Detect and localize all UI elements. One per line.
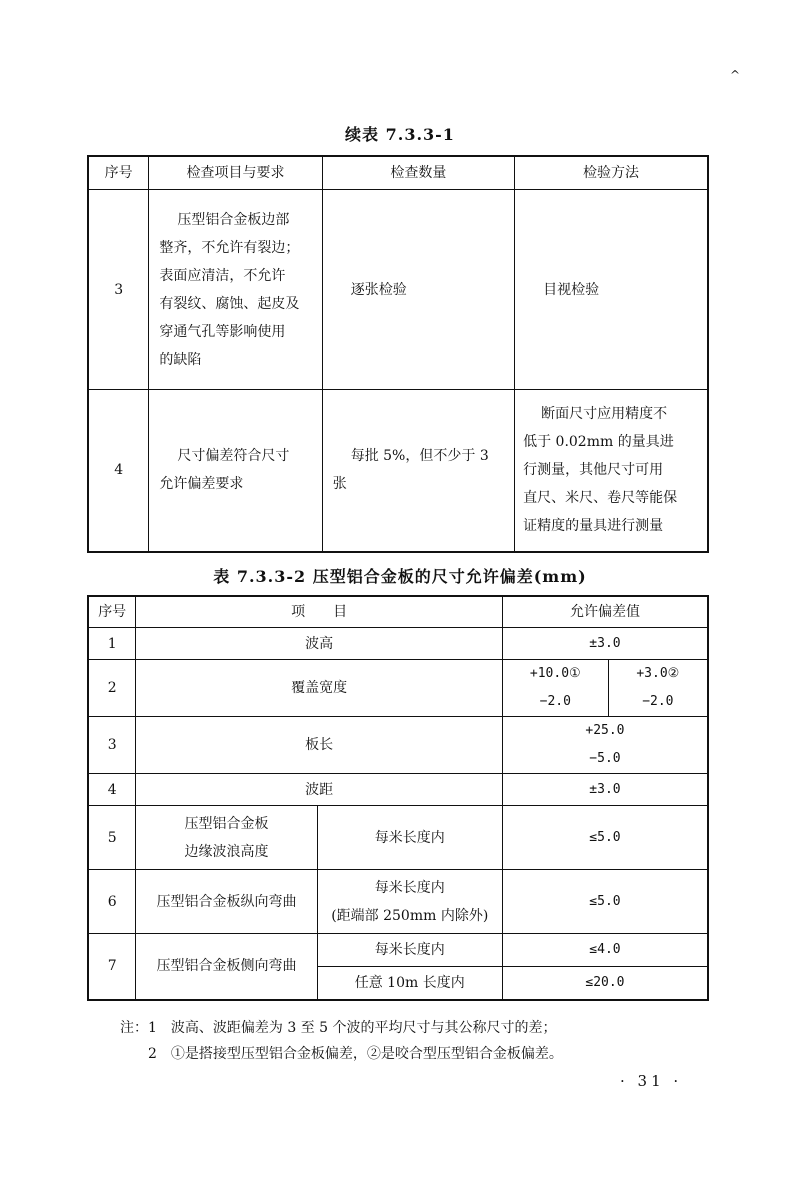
header-item: 检查项目与要求: [149, 156, 322, 190]
row-item: 板长: [136, 717, 503, 774]
row-value: ±3.0: [502, 774, 708, 806]
table-row: [88, 774, 708, 806]
row-no: 2: [88, 660, 136, 717]
row-item: 尺寸偏差符合尺寸 允许偏差要求: [149, 390, 322, 552]
table-notes: [120, 1015, 563, 1067]
table-row: [88, 806, 708, 870]
row-quantity: 逐张检验: [322, 190, 514, 390]
header-tolerance: 允许偏差值: [502, 596, 708, 628]
row-subitem: 每米长度内: [317, 806, 502, 870]
row-method: 目视检验: [515, 190, 708, 390]
row-value: ≤5.0: [502, 806, 708, 870]
table2-header-row: [88, 596, 708, 628]
row-no: 3: [88, 717, 136, 774]
table-row: [88, 717, 708, 774]
row-no: 5: [88, 806, 136, 870]
row-item: 覆盖宽度: [136, 660, 503, 717]
page-number: · 31 ·: [620, 1072, 683, 1090]
row-no: 4: [88, 774, 136, 806]
row-item: 压型铝合金板 边缘波浪高度: [136, 806, 317, 870]
row-value-seam: +3.0② −2.0: [608, 660, 708, 717]
table2-caption: 表 7.3.3-2 压型铝合金板的尺寸允许偏差(mm): [213, 567, 587, 586]
table-row: [88, 870, 708, 934]
header-quantity: 检查数量: [322, 156, 514, 190]
note-2: 2 ①是搭接型压型铝合金板偏差，②是咬合型压型铝合金板偏差。: [120, 1046, 563, 1062]
row-method: 断面尺寸应用精度不 低于 0.02mm 的量具进 行测量，其他尺寸可用 直尺、米尺、卷尺等能保 证精度的量具进行测量: [515, 390, 708, 552]
table1-header-row: [88, 156, 708, 190]
row-value: +25.0 −5.0: [502, 717, 708, 774]
row-value: ±3.0: [502, 628, 708, 660]
header-no: 序号: [88, 156, 149, 190]
row-item: 压型铝合金板边部 整齐，不允许有裂边； 表面应清洁，不允许 有裂纹、腐蚀、起皮及 穿通气孔等影响使用 的缺陷: [149, 190, 322, 390]
row-no: 4: [88, 390, 149, 552]
table-row: [88, 390, 708, 552]
row-subitem: 每米长度内: [317, 934, 502, 967]
row-no: 7: [88, 934, 136, 1000]
row-subitem: 任意 10m 长度内: [317, 967, 502, 1000]
row-value: ≤20.0: [502, 967, 708, 1000]
row-value: ≤4.0: [502, 934, 708, 967]
row-no: 6: [88, 870, 136, 934]
row-no: 3: [88, 190, 149, 390]
table-row: [88, 660, 708, 717]
table1-caption: 续表 7.3.3-1: [345, 125, 455, 144]
tolerance-table: [87, 595, 709, 1001]
row-item: 波距: [136, 774, 503, 806]
note-1: 注：1 波高、波距偏差为 3 至 5 个波的平均尺寸与其公称尺寸的差；: [120, 1020, 557, 1036]
row-no: 1: [88, 628, 136, 660]
row-item: 波高: [136, 628, 503, 660]
corner-mark: ^: [730, 68, 741, 82]
row-quantity: 每批 5%，但不少于 3 张: [322, 390, 514, 552]
inspection-table-continued: [87, 155, 709, 553]
row-item: 压型铝合金板纵向弯曲: [136, 870, 317, 934]
row-value-lap: +10.0① −2.0: [502, 660, 608, 717]
header-method: 检验方法: [515, 156, 708, 190]
row-item: 压型铝合金板侧向弯曲: [136, 934, 317, 1000]
header-item: 项 目: [136, 596, 503, 628]
table-row: [88, 628, 708, 660]
header-no: 序号: [88, 596, 136, 628]
row-value: ≤5.0: [502, 870, 708, 934]
table-row: [88, 190, 708, 390]
row-subitem: 每米长度内 (距端部 250mm 内除外): [317, 870, 502, 934]
table-row: [88, 934, 708, 967]
